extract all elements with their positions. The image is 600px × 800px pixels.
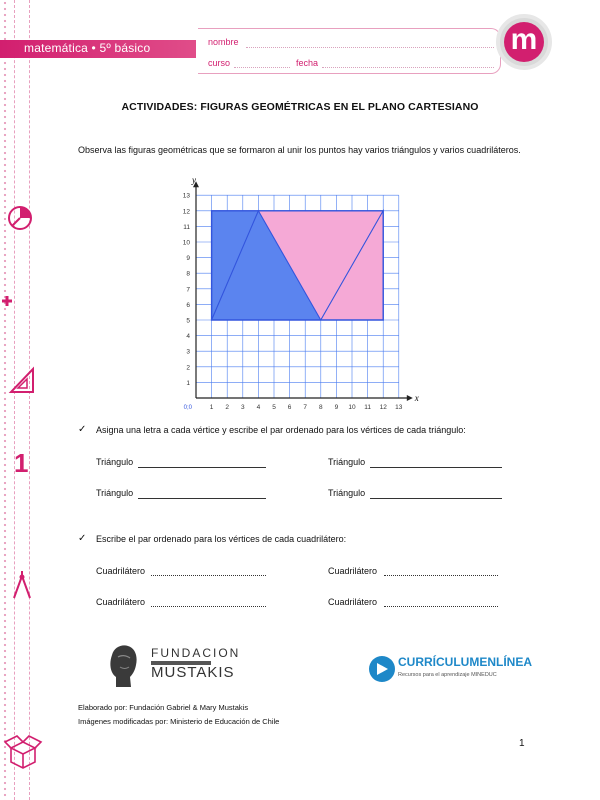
credit-author: Elaborado por: Fundación Gabriel & Mary Mustakis (78, 703, 249, 712)
quadrilateral-label: Cuadrilátero (328, 597, 378, 607)
triangles-instruction: Asigna una letra a cada vértice y escribe el par ordenado para los vértices de cada triángulo: (96, 425, 466, 435)
y-tick-label: 7 (186, 286, 190, 294)
quadrilaterals-instruction: Escribe el par ordenado para los vértices de cada cuadrilátero: (96, 534, 347, 544)
triangle-label: Triángulo (328, 488, 366, 498)
checkmark-icon: ✓ (78, 533, 87, 544)
y-tick-label: 10 (182, 239, 190, 247)
x-tick-label: 6 (287, 404, 292, 411)
x-tick-label: 8 (318, 404, 323, 411)
y-tick-label: 6 (186, 301, 190, 309)
triangle-label: Triángulo (96, 457, 134, 467)
compass-icon (5, 568, 39, 602)
triangle-answer-field[interactable] (138, 498, 266, 499)
y-tick-label: 8 (186, 270, 190, 278)
x-tick-label: 10 (348, 404, 356, 411)
pie-chart-icon (5, 200, 39, 234)
y-tick-label: 1 (186, 379, 190, 387)
y-tick-label: 3 (186, 348, 190, 356)
quadrilateral-label: Cuadrilátero (328, 566, 378, 576)
quadrilateral-label: Cuadrilátero (96, 566, 146, 576)
date-label: fecha (296, 58, 319, 68)
x-tick-label: 9 (334, 404, 339, 411)
x-axis-arrow (407, 395, 413, 401)
set-square-icon (5, 364, 39, 398)
math-logo (496, 14, 552, 70)
y-tick-label: 5 (186, 317, 190, 325)
y-axis-label: y (192, 175, 196, 186)
origin-label: 0;0 (183, 405, 192, 411)
page-number: 1 (519, 738, 525, 749)
fundacion-mustakis-bust-logo (104, 641, 144, 691)
x-tick-label: 12 (379, 404, 387, 411)
quadrilateral-answer-field[interactable] (151, 575, 266, 576)
curriculum-en-linea-logo-icon (368, 655, 396, 683)
triangle-answer-field[interactable] (370, 498, 502, 499)
open-box-icon (3, 730, 43, 770)
date-field[interactable] (322, 67, 494, 68)
x-tick-label: 5 (272, 404, 276, 411)
x-tick-label: 11 (364, 404, 371, 411)
triangle-answer-field[interactable] (138, 467, 266, 468)
margin-dots (2, 0, 8, 800)
subject-label: matemática • 5º básico (24, 41, 151, 55)
x-axis-label: x (414, 393, 419, 403)
mustakis-text: MUSTAKIS (151, 664, 235, 681)
page-title: ACTIVIDADES: FIGURAS GEOMÉTRICAS EN EL PLANO CARTESIANO (121, 101, 479, 113)
number-one-icon: 1 (14, 448, 29, 478)
x-tick-label: 4 (256, 404, 261, 411)
margin-border (14, 0, 30, 800)
x-tick-label: 1 (209, 404, 214, 411)
y-tick-label: 13 (182, 192, 190, 200)
triangle-answer-field[interactable] (370, 467, 502, 468)
quadrilateral-label: Cuadrilátero (96, 597, 146, 607)
curriculum-en-linea-tagline: Recursos para el aprendizaje MINEDUC (398, 672, 497, 678)
course-field[interactable] (234, 67, 290, 68)
triangle-label: Triángulo (328, 457, 366, 467)
x-tick-label: 7 (303, 404, 308, 411)
y-tick-label: 2 (186, 364, 190, 372)
quadrilateral-answer-field[interactable] (384, 575, 498, 576)
math-logo-letter: m (504, 22, 544, 62)
x-tick-label: 3 (240, 404, 245, 411)
quadrilateral-answer-field[interactable] (151, 606, 266, 607)
x-tick-label: 13 (395, 404, 403, 411)
cartesian-plane (168, 168, 419, 411)
y-tick-label: 11 (183, 223, 190, 231)
y-tick-label: 9 (186, 255, 190, 263)
plus-icon (0, 292, 18, 310)
fundacion-text: FUNDACION (151, 646, 241, 660)
name-field[interactable] (246, 47, 494, 48)
credit-images: Imágenes modificadas por: Ministerio de Educación de Chile (78, 717, 280, 726)
curriculum-en-linea-name: CURRÍCULUMENLÍNEA (398, 655, 532, 669)
x-tick-label: 2 (225, 404, 230, 411)
triangle-label: Triángulo (96, 488, 134, 498)
intro-paragraph: Observa las figuras geométricas que se formaron al unir los puntos hay varios triángulos y varios cuadriláteros. (78, 145, 521, 155)
name-label: nombre (208, 37, 239, 47)
course-label: curso (208, 58, 231, 68)
y-tick-label: 4 (186, 333, 190, 341)
checkmark-icon: ✓ (78, 424, 87, 435)
y-tick-label: 12 (182, 208, 190, 216)
quadrilateral-answer-field[interactable] (384, 606, 498, 607)
